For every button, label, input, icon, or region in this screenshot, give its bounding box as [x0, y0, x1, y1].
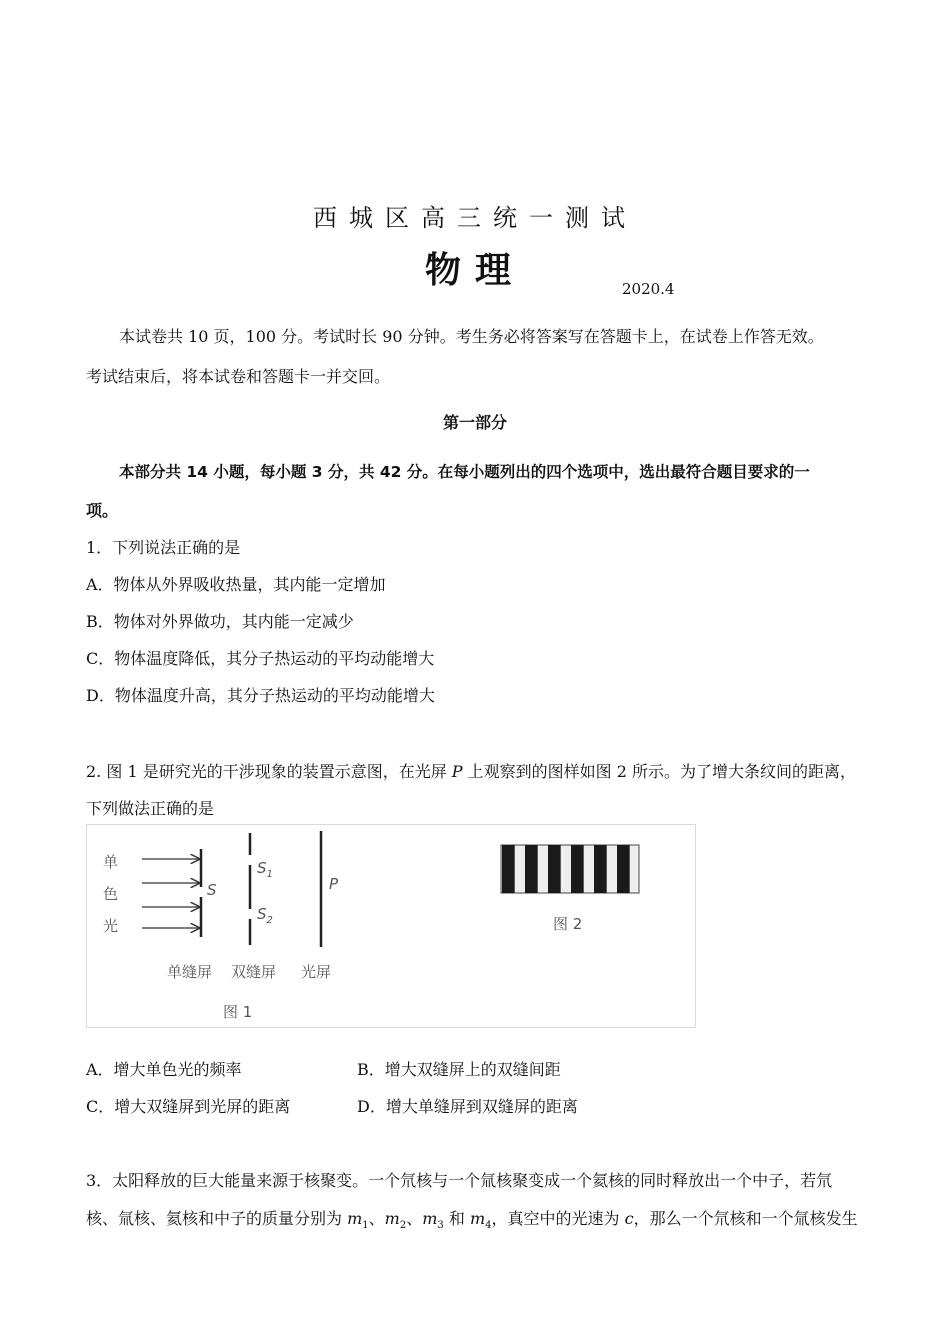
- dark-fringe: [525, 845, 538, 893]
- q2-option-a: A．增大单色光的频率: [86, 1060, 242, 1079]
- q2-option-c: C．增大双缝屏到光屏的距离: [86, 1097, 291, 1116]
- mass-m3-sub: 3: [437, 1220, 444, 1232]
- label-double-slit-screen: 双缝屏: [231, 963, 277, 981]
- intro-line-2: 考试结束后，将本试卷和答题卡一并交回。: [86, 367, 391, 386]
- q2-stem-line-1: [86, 759, 856, 782]
- and-word: 和: [443, 1209, 470, 1228]
- dark-fringe: [548, 845, 561, 893]
- figure-2-caption: 图 2: [553, 915, 583, 933]
- label-light-screen: 光屏: [301, 963, 332, 981]
- label-s2: [257, 905, 273, 926]
- q2-stem-part-a: 2. 图 1 是研究光的干涉现象的装置示意图，在光屏: [86, 762, 452, 781]
- q3-line-1: 3．太阳释放的巨大能量来源于核聚变。一个氘核与一个氚核聚变成一个氦核的同时释放出一个中子，若氘: [86, 1171, 833, 1190]
- label-s2-main: S: [257, 905, 267, 923]
- dark-fringe: [571, 845, 584, 893]
- q3-line-2-part-c: ，那么一个氘核和一个氚核发生: [633, 1209, 858, 1228]
- intro-line-1: 本试卷共 10 页，100 分。考试时长 90 分钟。考生务必将答案写在答题卡上，在试卷上作答无效。: [119, 327, 824, 346]
- light-char-3: 光: [103, 917, 119, 935]
- figure-1-caption: 图 1: [223, 1003, 253, 1021]
- q2-figure-drawing: [87, 825, 697, 1029]
- label-s1-main: S: [257, 859, 267, 877]
- q1-option-b: B．物体对外界做功，其内能一定减少: [86, 612, 354, 631]
- q3-line-2: [86, 1206, 858, 1231]
- light-char-1: 单: [103, 853, 119, 871]
- mass-m4: m: [469, 1209, 486, 1228]
- mass-m2-sub: 2: [399, 1220, 407, 1232]
- exam-title: 西城区高三统一测试: [313, 204, 637, 232]
- sep-1: 、: [368, 1209, 385, 1228]
- q2-stem-part-b: 上观察到的图样如图 2 所示。为了增大条纹间的距离，: [462, 762, 857, 781]
- label-s1: [257, 859, 273, 880]
- label-s1-sub: 1: [266, 869, 273, 880]
- dark-fringe: [617, 845, 630, 893]
- label-p: P: [329, 875, 339, 893]
- q1-option-d: D．物体温度升高，其分子热运动的平均动能增大: [86, 686, 435, 705]
- mass-m4-sub: 4: [485, 1220, 492, 1232]
- mass-m3: m: [422, 1209, 438, 1228]
- q2-option-b: B．增大双缝屏上的双缝间距: [357, 1060, 561, 1079]
- mass-m1-sub: 1: [362, 1220, 369, 1232]
- part-instructions-line-1: 本部分共 14 小题，每小题 3 分，共 42 分。在每小题列出的四个选项中，选出最符合题目要求的一: [119, 463, 810, 481]
- q3-line-2-part-b: ，真空中的光速为: [491, 1209, 625, 1228]
- q1-stem: 1．下列说法正确的是: [86, 538, 241, 557]
- subject-title: 物理: [424, 249, 525, 291]
- q2-stem-line-2: 下列做法正确的是: [86, 799, 215, 818]
- label-s2-sub: 2: [266, 915, 273, 926]
- part-instructions-line-2: 项。: [86, 501, 119, 520]
- label-s: S: [207, 881, 217, 899]
- sep-2: 、: [406, 1209, 423, 1228]
- dark-fringe: [594, 845, 607, 893]
- mass-m1: m: [347, 1209, 363, 1228]
- light-speed-c: c: [624, 1209, 634, 1228]
- exam-date: 2020.4: [622, 280, 675, 298]
- q1-option-c: C．物体温度降低，其分子热运动的平均动能增大: [86, 649, 435, 668]
- label-single-slit-screen: 单缝屏: [167, 963, 213, 981]
- q2-figure: [86, 824, 696, 1028]
- mass-m2: m: [384, 1209, 400, 1228]
- part-heading: 第一部分: [442, 413, 507, 432]
- q2-option-d: D．增大单缝屏到双缝屏的距离: [357, 1097, 578, 1116]
- q3-line-2-part-a: 核、氚核、氦核和中子的质量分别为: [86, 1209, 348, 1228]
- q2-stem-p: P: [451, 762, 463, 781]
- light-char-2: 色: [103, 885, 119, 903]
- q1-option-a: A．物体从外界吸收热量，其内能一定增加: [86, 575, 386, 594]
- dark-fringe: [502, 845, 515, 893]
